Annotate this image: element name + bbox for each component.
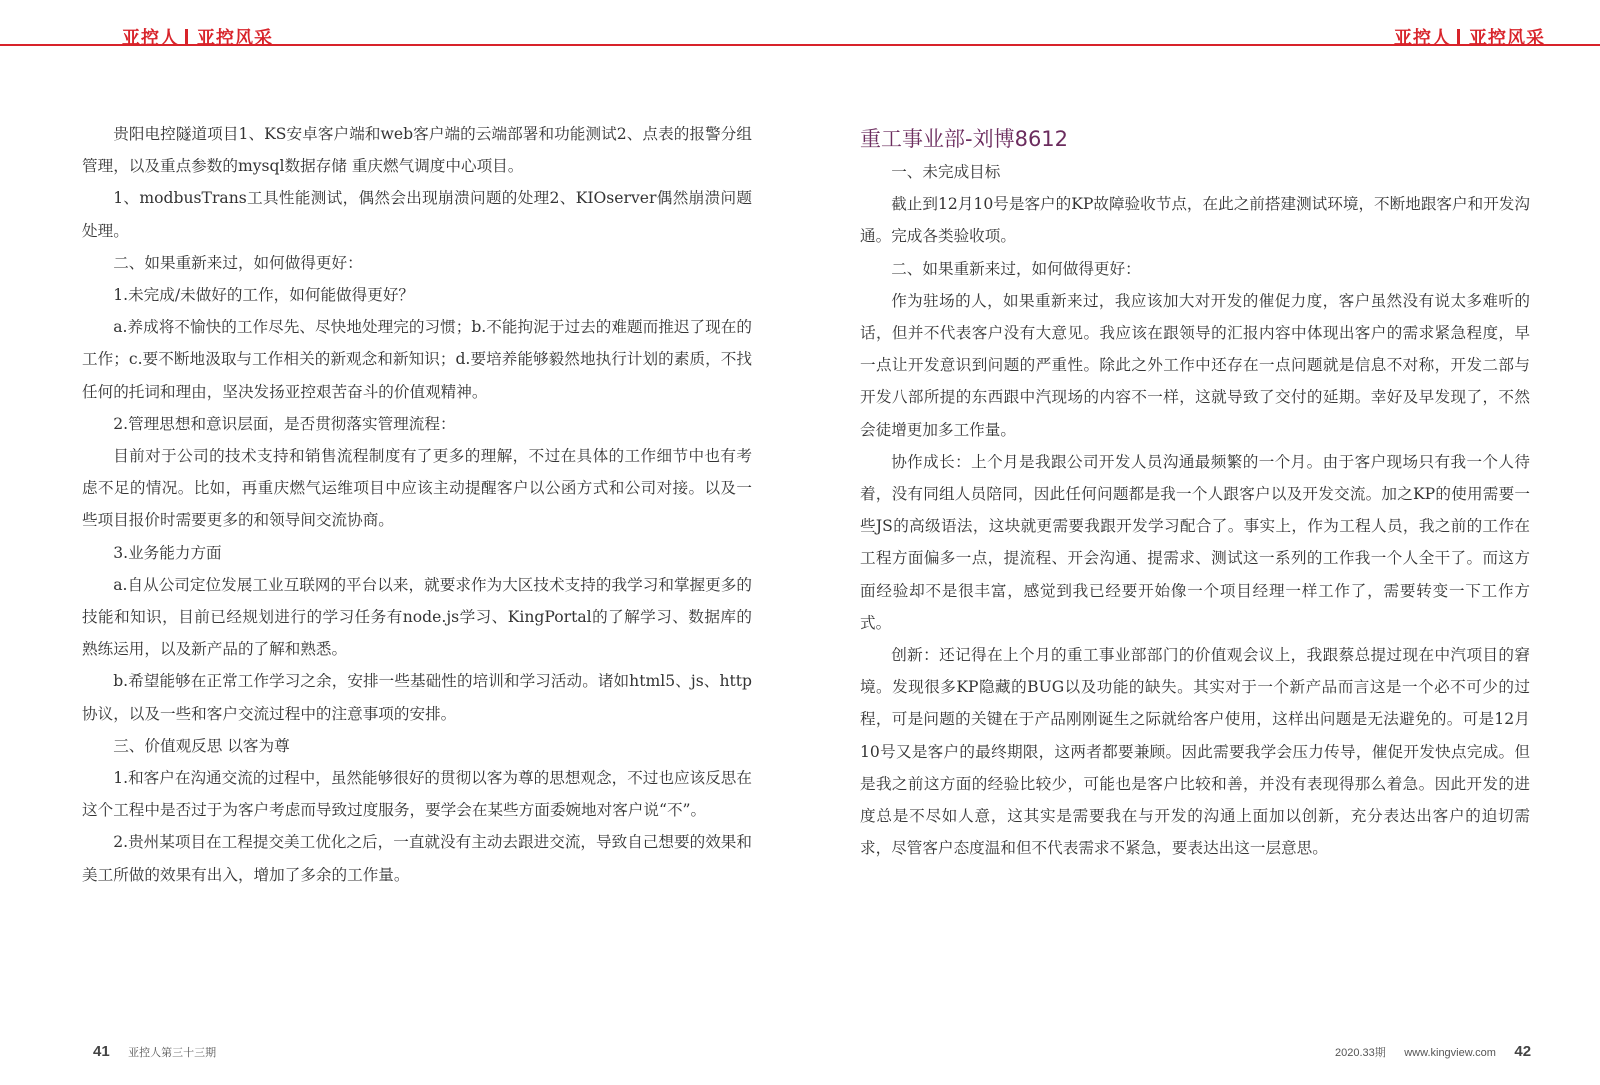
issue-date: 2020.33期 — [1335, 1047, 1386, 1059]
left-paragraph: b.希望能够在正常工作学习之余，安排一些基础性的培训和学习活动。诸如html5、js、http协议，以及一些和客户交流过程中的注意事项的安排。 — [82, 672, 752, 723]
left-paragraph: a.自从公司定位发展工业互联网的平台以来，就要求作为大区技术支持的我学习和掌握更多的技能和知识，目前已经规划进行的学习任务有node.js学习、KingPortal的了解学习、数据库的熟练运用，以及新产品的了解和熟悉。 — [82, 575, 752, 659]
website-url: www.kingview.com — [1404, 1047, 1496, 1059]
right-paragraph: 作为驻场的人，如果重新来过，我应该加大对开发的催促力度，客户虽然没有说太多难听的话，但并不代表客户没有大意见。我应该在跟领导的汇报内容中体现出客户的需求紧急程度，早一点让开发意识到问题的严重性。除此之外工作中还存在一点问题就是信息不对称，开发二部与开发八部所提的东西跟中汽现场的内容不一样，这就导致了交付的延期。幸好及早发现了，不然会徒增更加多工作量。 — [860, 291, 1530, 439]
left-paragraph: 1.未完成/未做好的工作，如何能做得更好？ — [113, 286, 415, 305]
section-title: 重工事业部-刘博8612 — [860, 127, 1069, 151]
left-paragraph: 2.管理思想和意识层面，是否贯彻落实管理流程： — [113, 414, 456, 433]
header-left-part2: 亚控风采 — [197, 28, 273, 49]
right-page-column — [860, 124, 1530, 864]
left-paragraph: 目前对于公司的技术支持和销售流程制度有了更多的理解，不过在具体的工作细节中也有考虑不足的情况。比如，再重庆燃气运维项目中应该主动提醒客户以公函方式和公司对接。以及一些项目报价时需要更多的和领导间交流协商。 — [82, 447, 752, 530]
left-paragraph: 1.和客户在沟通交流的过程中，虽然能够很好的贯彻以客为尊的思想观念，不过也应该反思在这个工程中是否过于为客户考虑而导致过度服务，要学会在某些方面委婉地对客户说“不”。 — [82, 769, 752, 820]
right-paragraph: 二、如果重新来过，如何做得更好： — [891, 259, 1141, 278]
right-page-number: 42 — [1514, 1043, 1532, 1060]
right-paragraph: 创新：还记得在上个月的重工事业部部门的价值观会议上，我跟蔡总提过现在中汽项目的窘境。发现很多KP隐藏的BUG以及功能的缺失。其实对于一个新产品而言这是一个必不可少的过程，可是问题的关键在于产品刚刚诞生之际就给客户使用，这样出问题是无法避免的。可是12月10号又是客户的最终期限，这两者都要兼顾。因此需要我学会压力传导，催促开发快点完成。但是我之前这方面的经验比较少，可能也是客户比较和善，并没有表现得那么着急。因此开发的进度总是不尽如人意，这其实是需要我在与开发的沟通上面加以创新，充分表达出客户的迫切需求，尽管客户态度温和但不代表需求不紧急，要表达出这一层意思。 — [860, 646, 1530, 858]
left-paragraph: a.养成将不愉快的工作尽先、尽快地处理完的习惯；b.不能拘泥于过去的难题而推迟了现在的工作；c.要不断地汲取与工作相关的新观念和新知识；d.要培养能够毅然地执行计划的素质，不找任何的托词和理由，坚决发扬亚控艰苦奋斗的价值观精神。 — [82, 318, 752, 401]
footer-left — [93, 1043, 216, 1061]
right-paragraph: 一、未完成目标 — [891, 163, 1001, 181]
header-right-part1: 亚控人 — [1394, 28, 1451, 49]
header-left-divider — [185, 29, 188, 46]
header-right-divider — [1457, 29, 1460, 46]
magazine-issue-label: 亚控人第三十三期 — [128, 1047, 217, 1059]
right-paragraph: 截止到12月10号是客户的KP故障验收节点，在此之前搭建测试环境，不断地跟客户和开发沟通。完成各类验收项。 — [860, 195, 1530, 246]
header-right-part2: 亚控风采 — [1469, 28, 1545, 49]
header-left-label — [122, 24, 273, 50]
left-page-column — [82, 118, 752, 891]
left-paragraph: 贵阳电控隧道项目1、KS安卓客户端和web客户端的云端部署和功能测试2、点表的报警分组管理，以及重点参数的mysql数据存储 重庆燃气调度中心项目。 — [82, 125, 752, 176]
right-paragraph: 协作成长：上个月是我跟公司开发人员沟通最频繁的一个月。由于客户现场只有我一个人待着，没有同组人员陪同，因此任何问题都是我一个人跟客户以及开发交流。加之KP的使用需要一些JS的高级语法，这块就更需要我跟开发学习配合了。事实上，作为工程人员，我之前的工作在工程方面偏多一点，提流程、开会沟通、提需求、测试这一系列的工作我一个人全干了。而这方面经验却不是很丰富，感觉到我已经要开始像一个项目经理一样工作了，需要转变一下工作方式。 — [860, 452, 1530, 632]
header-right-label — [1394, 24, 1545, 50]
header-left-part1: 亚控人 — [122, 28, 179, 49]
left-paragraph: 二、如果重新来过，如何做得更好： — [113, 253, 363, 272]
footer-right — [1335, 1043, 1531, 1061]
left-page-number: 41 — [93, 1043, 110, 1060]
left-paragraph: 1、modbusTrans工具性能测试，偶然会出现崩溃问题的处理2、KIOserver偶然崩溃问题处理。 — [82, 189, 752, 240]
left-paragraph: 2.贵州某项目在工程提交美工优化之后，一直就没有主动去跟进交流，导致自己想要的效果和美工所做的效果有出入，增加了多余的工作量。 — [82, 833, 752, 884]
left-paragraph: 3.业务能力方面 — [113, 543, 222, 562]
left-paragraph: 三、价值观反思 以客为尊 — [113, 736, 290, 755]
